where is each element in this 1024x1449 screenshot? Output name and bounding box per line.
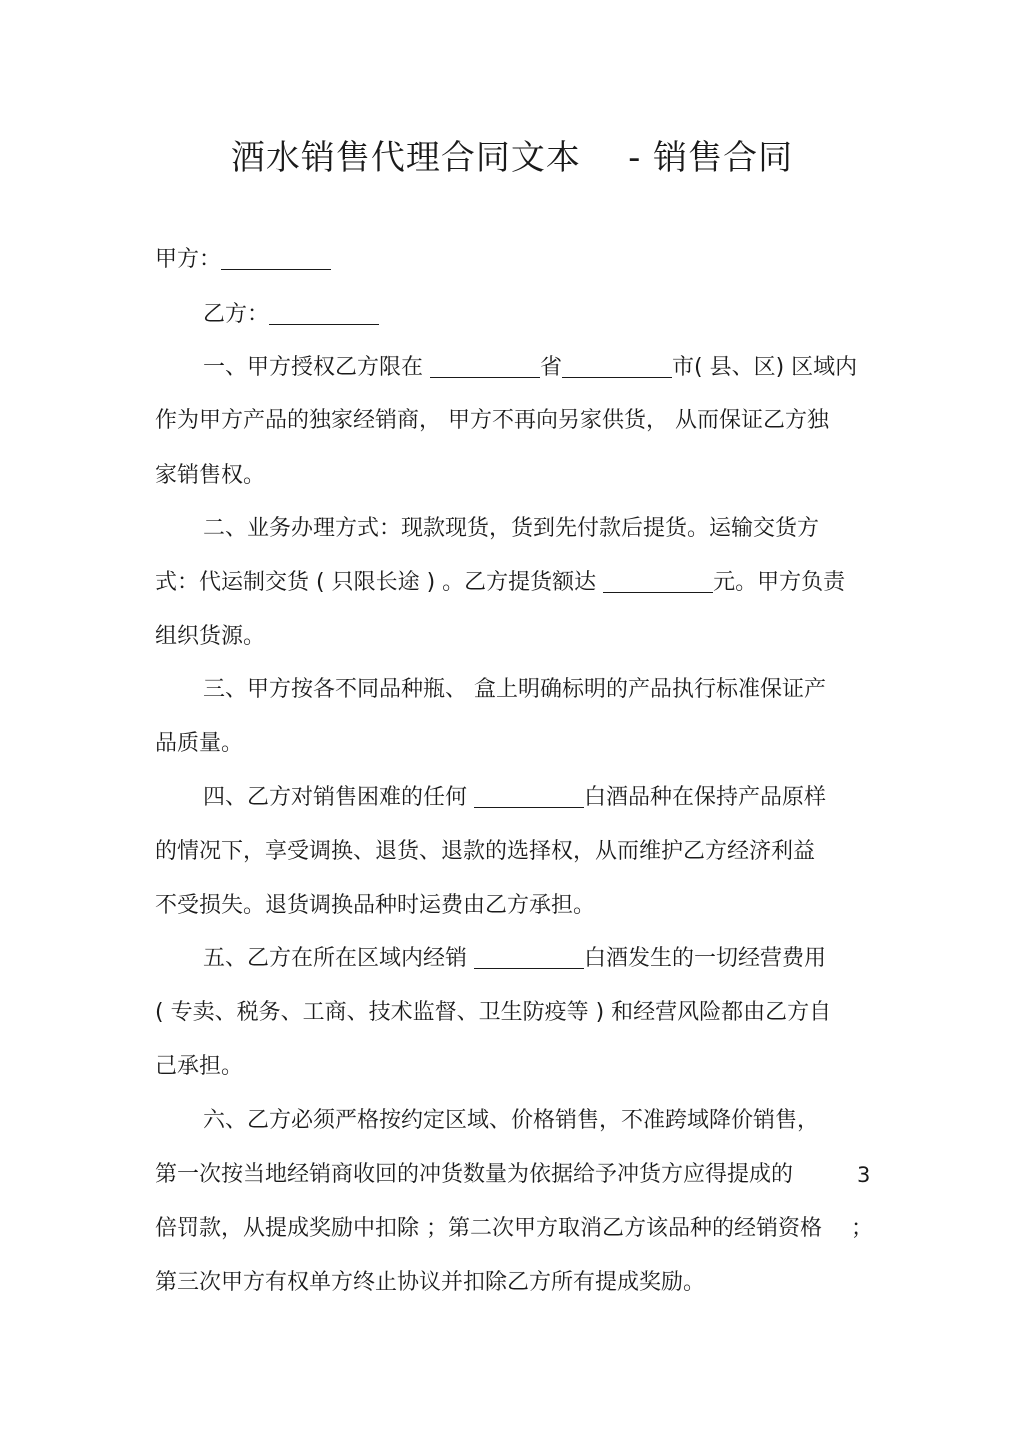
city-blank[interactable] bbox=[562, 353, 672, 378]
clause-1-text-a: 一、甲方授权乙方限在 bbox=[203, 355, 430, 380]
amount-blank[interactable] bbox=[603, 568, 713, 593]
party-b-label: 乙方： bbox=[203, 302, 270, 327]
document-title: 酒水销售代理合同文本 - 销售合同 bbox=[230, 138, 794, 178]
clause-1-text-c: 市( 县、区) 区域内 bbox=[672, 355, 858, 380]
clause-1-line-3: 家销售权。 bbox=[155, 463, 266, 488]
clause-6-line-4: 第三次甲方有权单方终止协议并扣除乙方所有提成奖励。 bbox=[155, 1270, 706, 1295]
clause-1-text-b: 省 bbox=[540, 355, 563, 380]
clause-5-text-a: 五、乙方在所在区域内经销 bbox=[203, 946, 474, 971]
clause-2-line-1: 二、业务办理方式：现款现货，货到先付款后提货。运输交货方 bbox=[203, 516, 820, 541]
clause-6-line-2: 第一次按当地经销商收回的冲货数量为依据给予冲货方应得提成的 bbox=[155, 1162, 794, 1187]
clause-5-line-3: 己承担。 bbox=[155, 1054, 244, 1079]
clause-2-line-2 bbox=[155, 567, 845, 599]
liquor-type-blank-2[interactable] bbox=[474, 944, 584, 969]
clause-1-line-1 bbox=[203, 352, 857, 384]
clause-2-line-3: 组织货源。 bbox=[155, 624, 266, 649]
clause-6-semicolon: ； bbox=[851, 1216, 874, 1241]
clause-6-multiplier: 3 bbox=[857, 1163, 871, 1187]
clause-2-text-a: 式：代运制交货 ( 只限长途 ) 。乙方提货额达 bbox=[155, 570, 604, 595]
party-b-blank[interactable] bbox=[269, 300, 379, 325]
clause-5-text-b: 白酒发生的一切经营费用 bbox=[584, 946, 827, 971]
province-blank[interactable] bbox=[430, 353, 540, 378]
clause-4-line-1 bbox=[203, 782, 826, 814]
clause-3-line-1: 三、甲方按各不同品种瓶、 盒上明确标明的产品执行标准保证产 bbox=[203, 677, 826, 702]
party-a-label: 甲方： bbox=[155, 247, 222, 272]
clause-1-line-2: 作为甲方产品的独家经销商， 甲方不再向另家供货， 从而保证乙方独 bbox=[155, 408, 829, 433]
clause-4-text-a: 四、乙方对销售困难的任何 bbox=[203, 785, 474, 810]
clause-6-line-3: 倍罚款，从提成奖励中扣除 ；第二次甲方取消乙方该品种的经销资格 bbox=[155, 1216, 822, 1241]
clause-4-line-2: 的情况下，享受调换、退货、退款的选择权，从而维护乙方经济利益 bbox=[155, 839, 816, 864]
clause-4-text-b: 白酒品种在保持产品原样 bbox=[584, 785, 827, 810]
party-b-line bbox=[203, 299, 379, 331]
liquor-type-blank-1[interactable] bbox=[474, 783, 584, 808]
clause-5-line-1 bbox=[203, 943, 826, 975]
clause-5-line-2: ( 专卖、税务、工商、技术监督、卫生防疫等 ) 和经营风险都由乙方自 bbox=[155, 1000, 832, 1025]
clause-6-line-1: 六、乙方必须严格按约定区域、价格销售，不准跨域降价销售， bbox=[203, 1108, 820, 1133]
party-a-blank[interactable] bbox=[221, 245, 331, 270]
clause-2-text-b: 元。甲方负责 bbox=[713, 570, 846, 595]
party-a-line bbox=[155, 244, 331, 276]
clause-3-line-2: 品质量。 bbox=[155, 731, 244, 756]
clause-4-line-3: 不受损失。退货调换品种时运费由乙方承担。 bbox=[155, 893, 596, 918]
